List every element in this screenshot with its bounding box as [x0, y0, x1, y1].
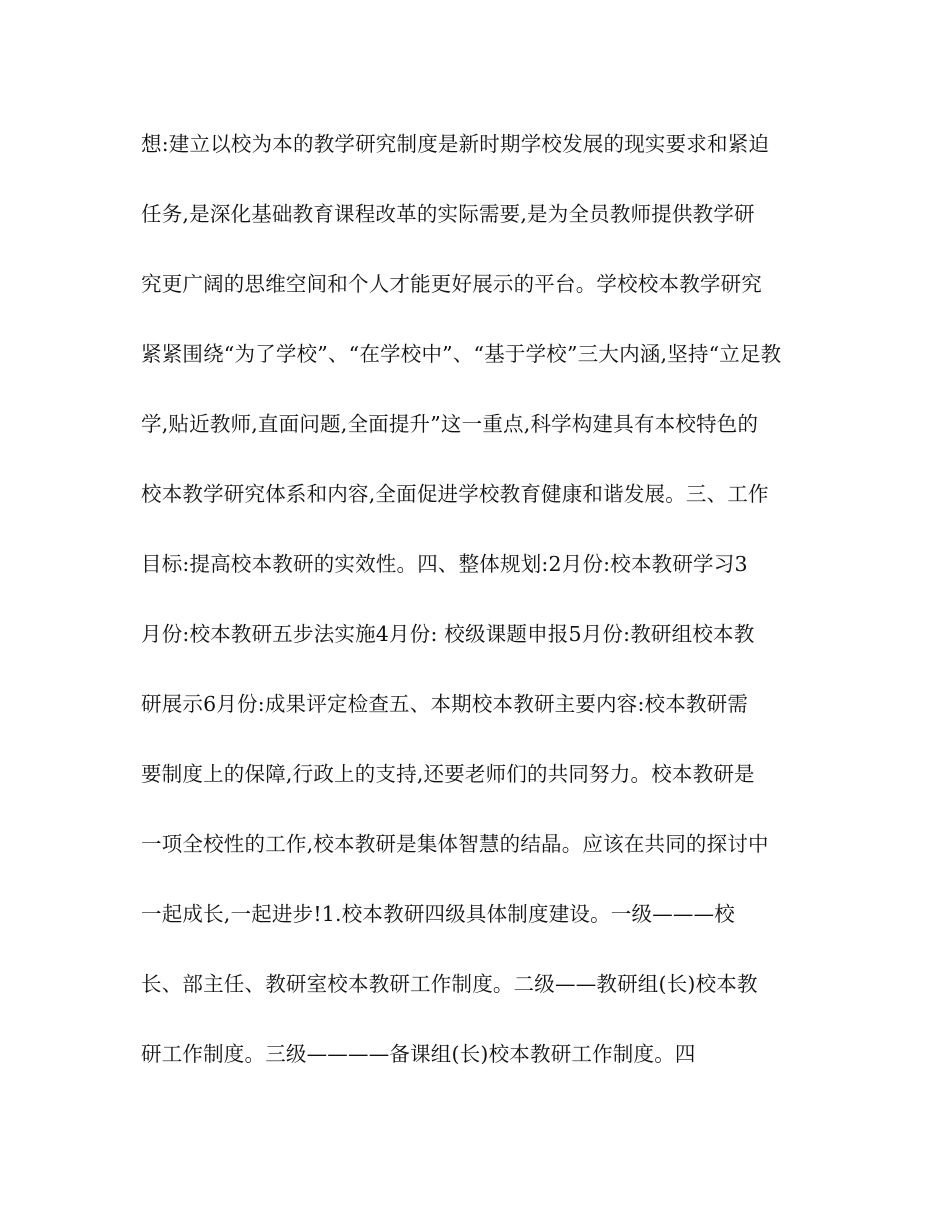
text-line: 校本教学研究体系和内容,全面促进学校教育健康和谐发展。三、工作 — [141, 482, 769, 506]
text-line: 研工作制度。三级————备课组(长)校本教研工作制度。四 — [141, 1042, 696, 1066]
text-line: 月份:校本教研五步法实施4月份: 校级课题申报5月份:教研组校本教 — [141, 622, 755, 646]
text-line: 任务,是深化基础教育课程改革的实际需要,是为全员教师提供教学研 — [141, 202, 755, 226]
text-line: 紧紧围绕“为了学校”、“在学校中”、“基于学校”三大内涵,坚持“立足教 — [141, 342, 782, 366]
text-line: 究更广阔的思维空间和个人才能更好展示的平台。学校校本教学研究 — [141, 272, 762, 296]
text-line: 学,贴近教师,直面问题,全面提升”这一重点,科学构建具有本校特色的 — [141, 412, 759, 436]
text-line: 想:建立以校为本的教学研究制度是新时期学校发展的现实要求和紧迫 — [141, 132, 770, 156]
text-line: 目标:提高校本教研的实效性。四、整体规划:2月份:校本教研学习3 — [141, 552, 748, 576]
text-line: 长、部主任、教研室校本教研工作制度。二级——教研组(长)校本教 — [141, 972, 758, 996]
text-line: 一起成长,一起进步!1.校本教研四级具体制度建设。一级———校 — [141, 902, 736, 926]
text-line: 研展示6月份:成果评定检查五、本期校本教研主要内容:校本教研需 — [141, 692, 749, 716]
text-line: 要制度上的保障,行政上的支持,还要老师们的共同努力。校本教研是 — [141, 762, 755, 786]
text-line: 一项全校性的工作,校本教研是集体智慧的结晶。应该在共同的探讨中 — [141, 832, 769, 856]
